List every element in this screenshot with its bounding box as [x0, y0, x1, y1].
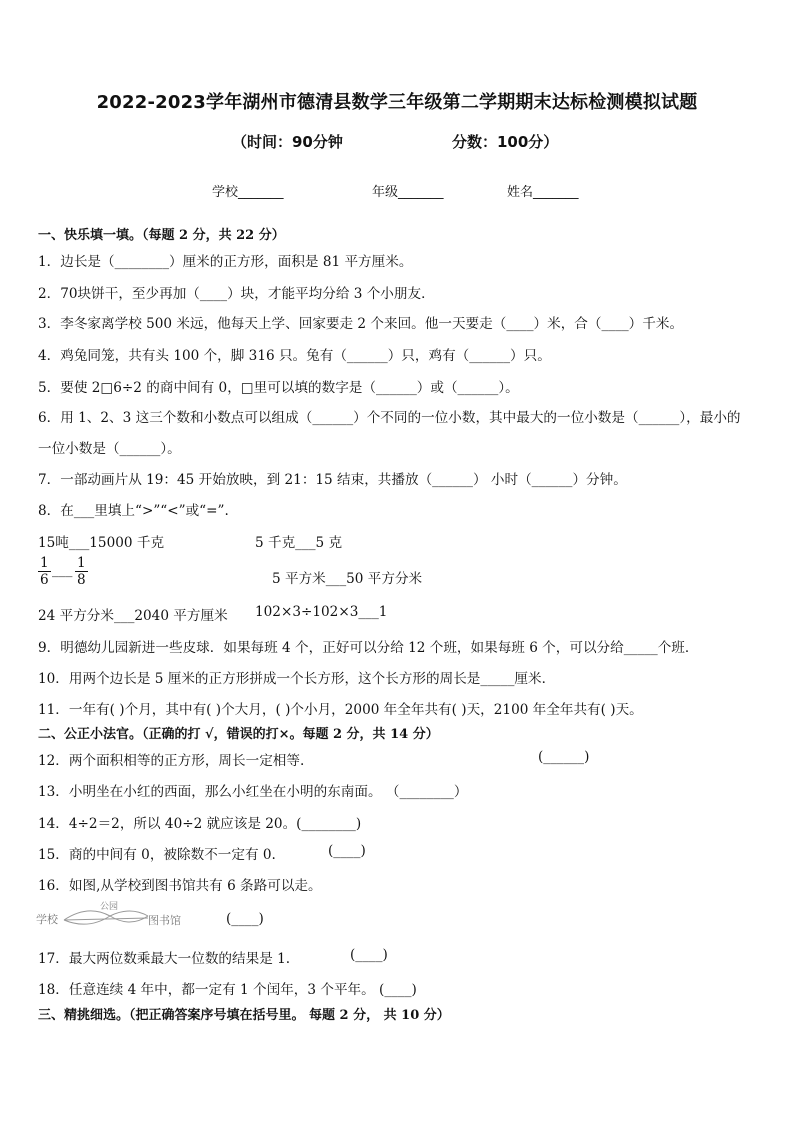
question-15-answer: (____): [328, 843, 366, 859]
fraction-denominator: 8: [77, 572, 86, 588]
question-8-item-c: 5 平方米___50 平方分米: [272, 571, 423, 587]
section3-title: 三、精挑细选。（把正确答案序号填在括号里。 每题 2 分， 共 10 分）: [38, 1008, 450, 1023]
school-label: 学校: [36, 913, 58, 926]
question-15: 15．商的中间有 0，被除数不一定有 0.: [38, 847, 276, 863]
exam-score: 分数：100分）: [452, 133, 559, 151]
question-8-item-e: 102×3÷102×3___1: [255, 604, 388, 620]
question-16: 16．如图,从学校到图书馆共有 6 条路可以走。: [38, 878, 322, 894]
question-1: 1．边长是（________）厘米的正方形，面积是 81 平方厘米。: [38, 254, 413, 270]
school-field: 学校_______: [212, 185, 284, 200]
route-diagram: [36, 900, 196, 930]
grade-field: 年级_______: [372, 185, 444, 200]
question-6-line1: 6．用 1、2、3 这三个数和小数点可以组成（______）个不同的一位小数，其中最大的一位小数是（______），最小的: [38, 410, 741, 426]
fraction-compare-blank: ___: [52, 562, 73, 578]
question-4: 4．鸡兔同笼，共有头 100 个，脚 316 只。兔有（______）只，鸡有（______）只。: [38, 348, 551, 364]
question-12-answer: (______): [538, 749, 590, 765]
page-title: 2022-2023学年湖州市德清县数学三年级第二学期期末达标检测模拟试题: [96, 92, 698, 113]
question-9: 9．明德幼儿园新进一些皮球．如果每班 4 个，正好可以分给 12 个班，如果每班 6 个，可以分给_____个班．: [38, 640, 699, 656]
fraction-numerator: 1: [77, 555, 86, 571]
question-8-item-b: 5 千克___5 克: [255, 535, 343, 551]
question-13: 13．小明坐在小红的西面，那么小红坐在小明的东南面。 （________）: [38, 784, 468, 800]
question-3: 3．李冬家离学校 500 米远，他每天上学、回家要走 2 个来回。他一天要走（____）米，合（____）千米。: [38, 316, 684, 332]
fraction-numerator: 1: [40, 555, 49, 571]
question-17: 17．最大两位数乘最大一位数的结果是 1.: [38, 951, 291, 967]
question-10: 10．用两个边长是 5 厘米的正方形拼成一个长方形，这个长方形的周长是_____厘米．: [38, 671, 556, 687]
question-17-answer: (____): [350, 947, 388, 963]
question-8-item-a: 15吨___15000 千克: [38, 535, 165, 551]
name-field: 姓名_______: [507, 185, 579, 200]
fraction-one-sixth: [38, 555, 51, 588]
question-5: 5．要使 2□6÷2 的商中间有 0，□里可以填的数字是（______）或（______）。: [38, 380, 519, 396]
section2-title: 二、公正小法官。（正确的打 √，错误的打×。每题 2 分，共 14 分）: [38, 727, 439, 742]
question-18: 18．任意连续 4 年中，都一定有 1 个闰年，3 个平年。 (____): [38, 982, 417, 998]
route-path-upper: [64, 911, 148, 922]
fraction-denominator: 6: [40, 572, 49, 588]
question-12: 12．两个面积相等的正方形，周长一定相等.: [38, 753, 305, 769]
section1-title: 一、快乐填一填。（每题 2 分，共 22 分）: [38, 228, 285, 243]
question-7: 7．一部动画片从 19：45 开始放映，到 21：15 结束，共播放（______） 小时（______）分钟。: [38, 472, 627, 488]
question-8-item-d: 24 平方分米___2040 平方厘米: [38, 608, 228, 624]
fraction-one-eighth: [75, 555, 88, 588]
exam-time: （时间：90分钟: [232, 133, 343, 151]
question-16-answer: (____): [226, 911, 264, 927]
park-label: 公园: [100, 902, 119, 912]
question-6-line2: 一位小数是（______）。: [38, 441, 181, 457]
question-2: 2．70块饼干，至少再加（____）块，才能平均分给 3 个小朋友．: [38, 286, 435, 302]
library-label: 图书馆: [148, 914, 181, 927]
question-8: 8．在___里填上“>”“<”或“=”.: [38, 503, 229, 519]
question-14: 14．4÷2＝2，所以 40÷2 就应该是 20。(________): [38, 816, 362, 832]
question-11: 11．一年有( )个月，其中有( )个大月，( )个小月，2000 年全年共有( )天，2100 年全年共有( )天。: [38, 702, 643, 718]
